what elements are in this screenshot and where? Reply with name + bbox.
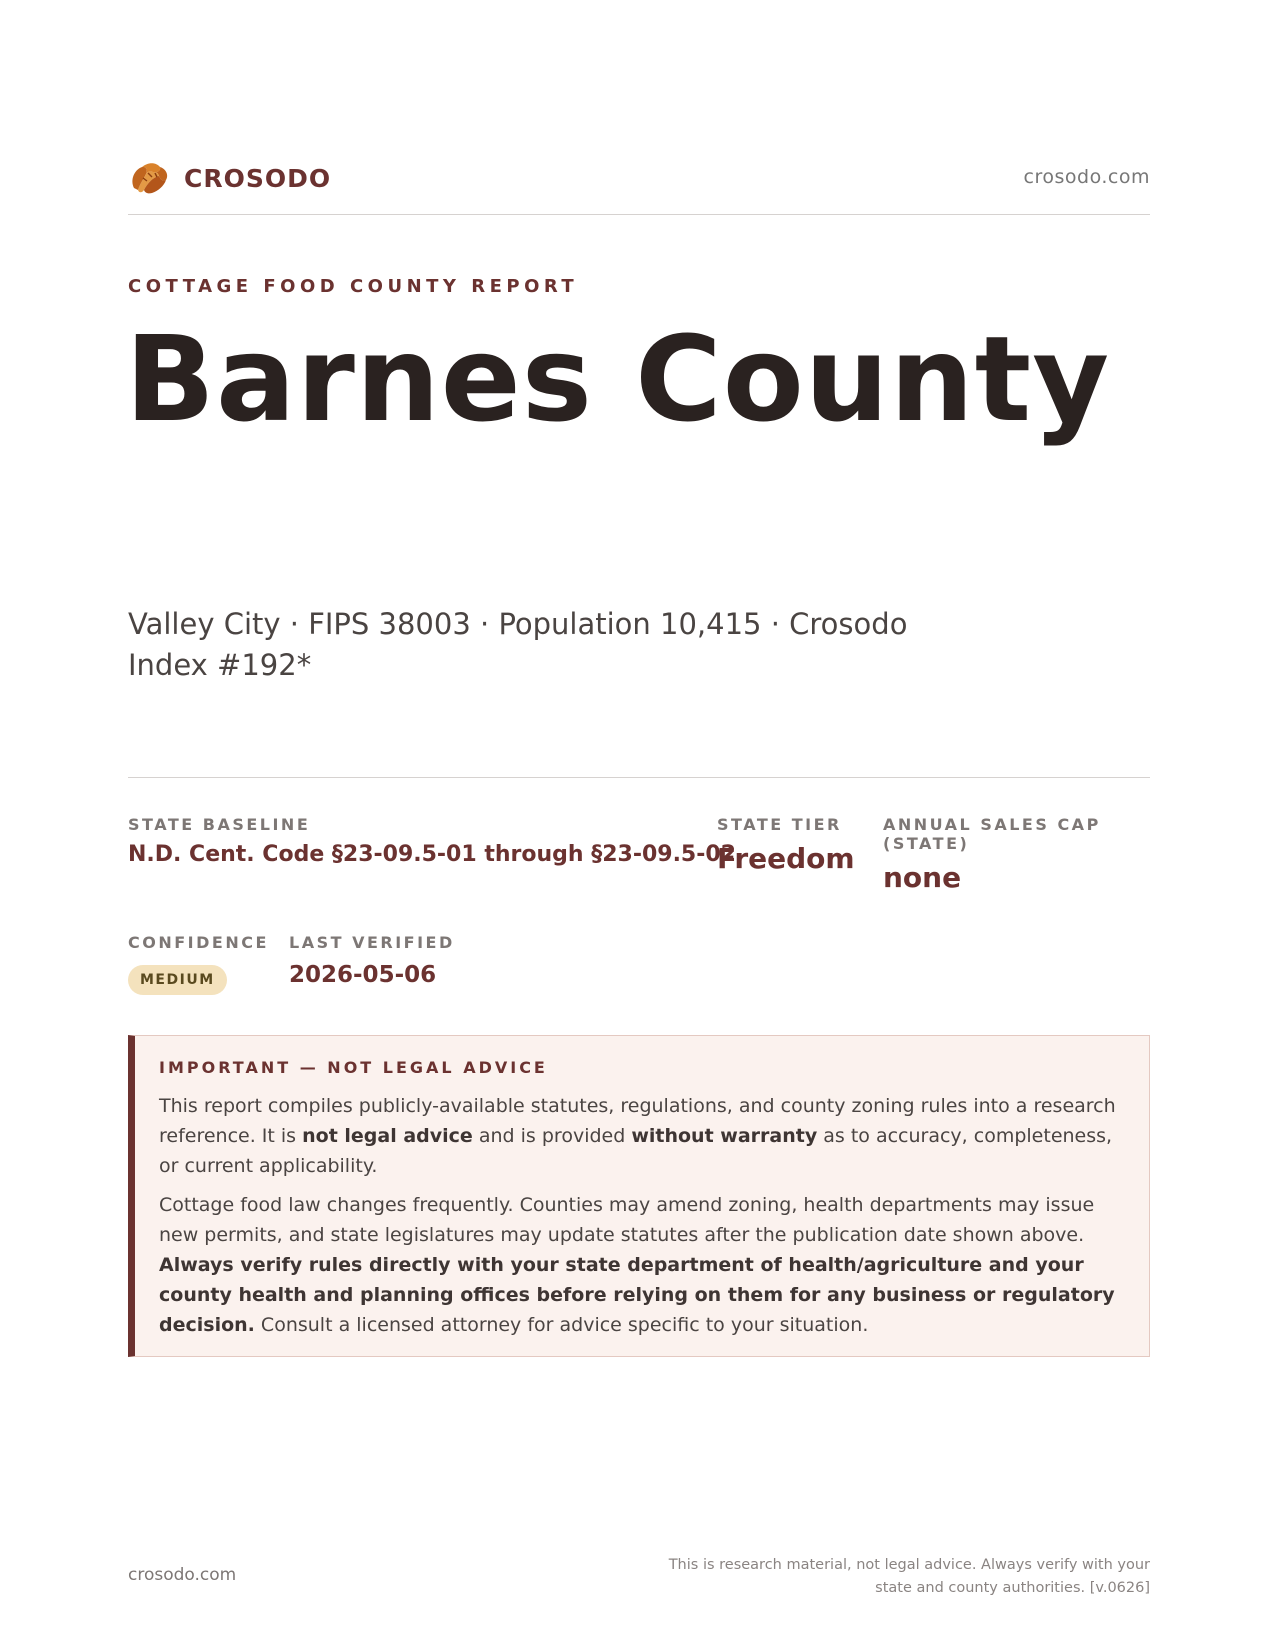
confidence-field [128,933,269,995]
last-verified-field [289,933,455,988]
state-tier-value: Freedom [717,842,855,875]
page-title: Barnes County [125,310,1111,448]
notice-text: as to accuracy, completeness, or current applicability. [159,1125,1113,1177]
footer-disclaimer: This is research material, not legal advice. Always verify with your state and county authorities. [v.0626] [668,1557,1150,1596]
state-baseline-field [128,815,736,867]
state-baseline-value: N.D. Cent. Code §23-09.5-01 through §23-09.5-02 [128,842,736,867]
legal-notice-paragraph-1 [159,1091,1123,1181]
legal-notice-paragraph-2 [159,1190,1123,1340]
annual-sales-cap-label: ANNUAL SALES CAP (STATE) [883,815,1101,853]
state-baseline-label: STATE BASELINE [128,815,311,834]
notice-emphasis: Always verify rules directly with your state department of health/agriculture and your county health and planning offices before relying on them for any business or regulatory decision. [159,1254,1115,1336]
report-subtitle: Valley City · FIPS 38003 · Population 10,415 · Crosodo Index #192* [128,607,908,682]
brand-name: CROSODO [184,163,332,193]
last-verified-label: LAST VERIFIED [289,933,455,952]
section-divider [128,777,1150,778]
footer-url-link[interactable]: crosodo.com [128,1565,237,1585]
page-header [128,158,1150,215]
confidence-badge: MEDIUM [128,965,227,995]
report-eyebrow: COTTAGE FOOD COUNTY REPORT [128,276,579,297]
annual-sales-cap-value: none [883,861,962,894]
notice-text: This report compiles publicly-available statutes, regulations, and county zoning rules into a research reference. It is [159,1095,1116,1147]
brand[interactable] [128,158,331,198]
legal-notice [128,1035,1150,1357]
notice-text: and is provided [472,1125,632,1147]
croissant-icon [128,158,172,198]
confidence-label: CONFIDENCE [128,933,269,952]
notice-emphasis: without warranty [631,1125,818,1147]
notice-text: Consult a licensed attorney for advice specific to your situation. [254,1314,869,1336]
state-tier-field [717,815,855,875]
notice-emphasis: not legal advice [302,1125,473,1147]
state-tier-label: STATE TIER [717,815,842,834]
site-url-link[interactable]: crosodo.com [1023,166,1150,188]
report-page [125,0,1150,1650]
notice-text: Cottage food law changes frequently. Counties may amend zoning, health departments may issue new permits, and state legislatures may update statutes after the publication date shown above. [159,1194,1095,1246]
annual-sales-cap-field [883,815,1150,894]
legal-notice-title: IMPORTANT — NOT LEGAL ADVICE [159,1058,548,1077]
last-verified-value: 2026-05-06 [289,962,437,988]
